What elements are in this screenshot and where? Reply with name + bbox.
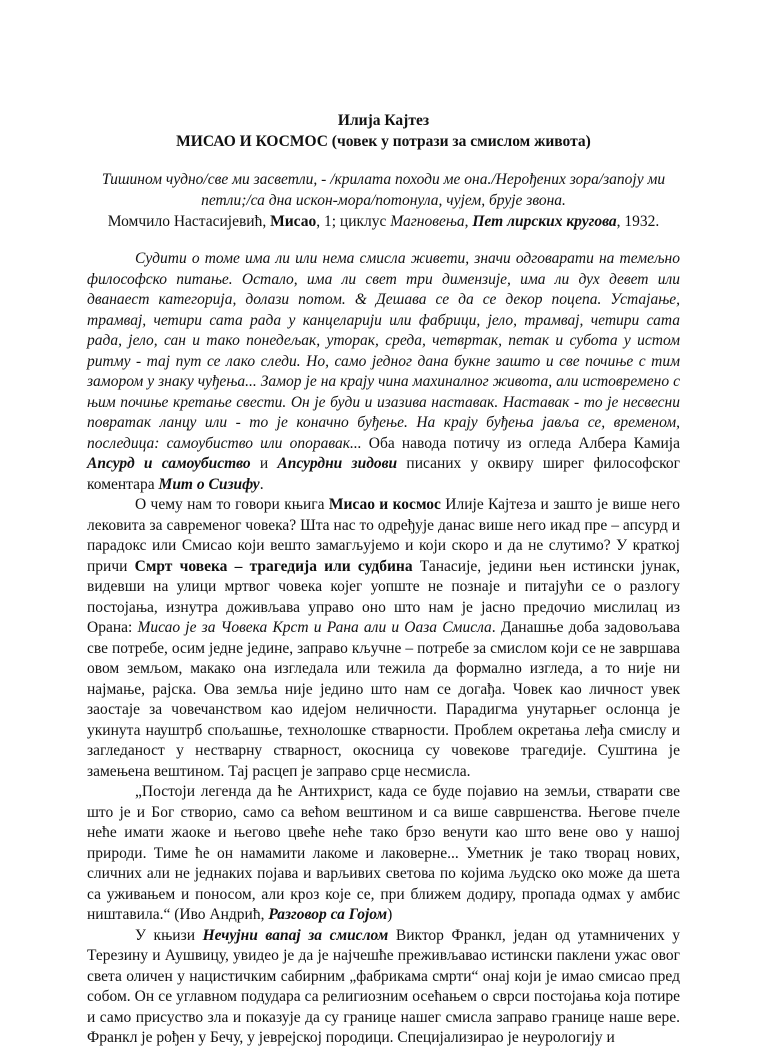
paragraph-4 [87, 926, 680, 1049]
paragraph-4-text-a: У књизи [135, 926, 203, 944]
author-name: Илија Кајтез [337, 112, 430, 129]
document-title: МИСАО И КОСМОС (човек у потрази за смислом живота) [176, 133, 591, 150]
attribution-sep: , [464, 213, 473, 230]
book-title: Мисао и космос [328, 496, 441, 513]
paragraph-3-end: ) [387, 906, 393, 923]
frankl-book: Нечујни вапај за смислом [202, 926, 389, 944]
epigraph: Тишином чудно/све ми засветли, - /крилата походи ме она./Нерођених зора/запоју ми петли;/са дна искон-мора/потонула, чујем, брује звона. [101, 171, 666, 209]
paragraph-2-text-c: Танасије, једини њен истински јунак, видевши на улици мртвог човека којег уопште не познаје и питајући се о разлогу постојања, изнутра доживљава управо оно што нам је јасно предочио мислилац из Орана: [87, 557, 680, 636]
paragraph-3 [87, 782, 680, 926]
attribution-author: Момчило Настасијевић, [107, 213, 271, 230]
andric-quote: „Постоји легенда да ће Антихрист, када се буде појавио на земљи, стварати све што је и Бог створио, само са већом вештином и са више савршенства. Његове пчеле неће имати жаоке и његово цвеће неће тако брзо венути као што вене ово у нашој природи. Тиме ће он намамити лакоме и лаковерне... Уметник је тако творац нових, сличних али не једнаких појава и варљивих светова по којима људско око може да шета са уживањем и поносом, али кроз које се, при ближем додиру, пропада одмах у амбис ништавила.“ (Иво Андрић, [87, 783, 680, 923]
andric-work: Разговор са Гојом [268, 906, 388, 923]
paragraph-2-text-b: Илије Кајтеза и зашто је више него лековита за савременог човека? Шта нас то одређује данас више него икад пре – апсурд и парадокс или Смисао који вешто замагљујемо и који скоро и да не слутимо? У краткој причи [87, 496, 681, 575]
attribution-cycle: Магновења [390, 213, 465, 230]
paragraph-1-text-c: писаних у оквиру ширег философског коментара [87, 455, 680, 493]
attribution-mid: , 1; циклус [316, 213, 391, 230]
paragraph-1-text-a: Оба навода потичу из огледа Албера Камија [361, 434, 680, 452]
paragraph-4-text-b: Виктор Франкл, један од утамничених у Терезину и Аушвицу, увидео је да је најчешће преживљавао истински паклени ужас овог света оличен у нацистичким сабирним „фабрикама смрти“ онај који је имао смисао пред собом. Он се углавном подудара са религиозним осећањем о сврси постојања која потире и само присуство зла и показује да су границе нашег смисла заправо границе наше вере. Франкл је рођен у Бечу, у јеврејској породици. Специјализирао је неурологију и [87, 926, 681, 1046]
camus-work-3: Мит о Сизифу [158, 475, 260, 493]
camus-work-2: Апсурдни зидови [277, 455, 398, 472]
story-title: Смрт човека – трагедија или судбина [134, 557, 413, 575]
paragraph-2-text-a: О чему нам то говори књига [135, 496, 329, 513]
paragraph-1 [87, 249, 680, 495]
paragraph-2 [87, 495, 680, 782]
attribution-work: Мисао [270, 213, 317, 230]
camus-quote: Судити о томе има ли или нема смисла живети, значи одговарати на темељно философско питање. Остало, има ли свет три димензије, има ли дух девет или дванаест категорија, долази потом. & Дешава се да се декор поцепа. Устајање, трамвај, четири сата рада у канцеларији или фабрици, јело, трамвај, четири сата рада, јело, сан и тако понедељак, уторак, среда, четвртак, петак и субота у истом ритму - тај пут се лако следи. Но, само једног дана букне зашто и све почиње с тим замором у знаку чуђења... Замор је на крају чина махиналног живота, али истовремено с њим почиње кретање свести. Он је буди и изазива наставак. Наставак - то је несвесни повратак ланцу или - то је коначно буђење. На крају буђења јавља се, временом, последица: самоубиство или опоравак... [87, 250, 680, 452]
paragraph-1-text-b: и [250, 455, 278, 472]
paragraph-2-text-d: . Данашње доба задовољава све потребе, осим једне једине, заправо кључне – потребе за смислом који се не завршава овом земљом, макако она изгледала или тежила да формално изгледа, а то није ни најмање, рајска. Ова земља није једино што нам се догађа. Човек као личност увек заостаје за човечанством као идејом неличности. Парадигма унутарњег ослонца је укинута науштрб спољашње, технолошке стварности. Проблем окретања леђа смислу и загледаност у нестварну стварност, окосница су човекове трагедије. Суштина је замењена вештином. Тај расцеп је заправо срце несмисла. [87, 619, 680, 780]
paragraph-1-end: . [259, 475, 264, 493]
attribution-year: , 1932. [616, 213, 660, 230]
attribution-book: Пет лирских кругова [472, 213, 617, 230]
oran-quote: Мисао је за Човека Крст и Рана али и Оаза Смисла [137, 619, 492, 636]
body-text [87, 249, 680, 1049]
epigraph-attribution [87, 211, 680, 232]
camus-work-1: Апсурд и самоубиство [87, 455, 251, 472]
